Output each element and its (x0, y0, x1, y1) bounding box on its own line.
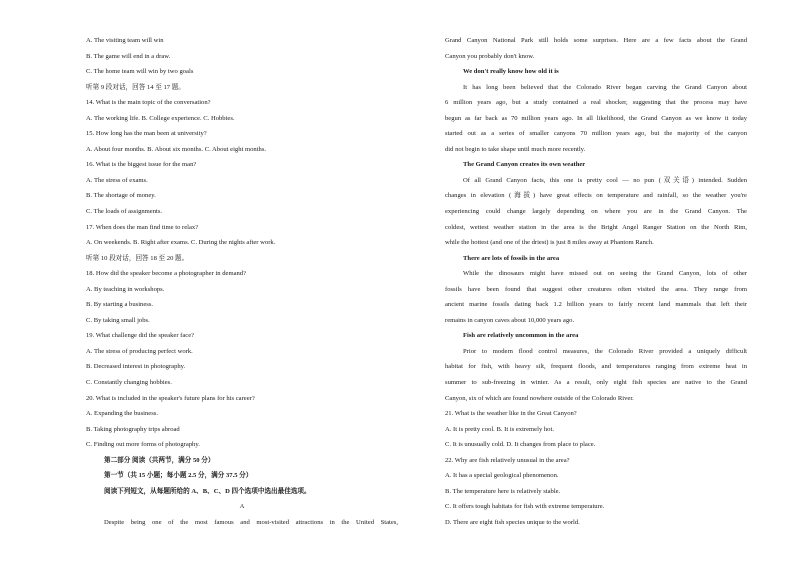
right-text-line: A. It has a special geological phenomenon. (445, 472, 559, 480)
left-text-line: 第二部分 阅读（共两节，满分 50 分） (104, 456, 215, 464)
right-text-line: 21. What is the weather like in the Great Canyon? (445, 410, 577, 418)
right-text-line: experiencing could change largely depending on where you are in the Grand Canyon. The (445, 208, 747, 216)
left-text-line: C. The loads of assignments. (86, 208, 163, 216)
right-text-line: ancient marine fossils dating back 1.2 billion years to fairly recent land mammals that left their (445, 301, 747, 309)
right-text-line: Canyon you probably don't know. (445, 52, 535, 60)
left-text-line: B. The game will end in a draw. (86, 52, 171, 60)
left-text-line: C. By taking small jobs. (86, 316, 150, 324)
right-text-line: The Grand Canyon creates its own weather (463, 161, 586, 169)
left-text-line: B. The shortage of money. (86, 192, 156, 200)
left-text-line: 16. What is the biggest issue for the man? (86, 161, 197, 169)
left-text-line: A. The visiting team will win (86, 37, 164, 44)
right-text-line: We don't really know how old it is (463, 68, 559, 76)
left-text-line: A. On weekends. B. Right after exams. C. During the nights after work. (86, 239, 276, 247)
right-text-line: summer to sub-freezing in winter. As a result, only eight fish species are native to the Grand (445, 379, 747, 387)
left-text-line: 20. What is included in the speaker's future plans for his career? (86, 394, 255, 402)
left-text-line: A. The working life. B. College experience. C. Hobbies. (86, 114, 235, 122)
left-text-line: C. Finding out more forms of photography. (86, 441, 200, 449)
right-text-line: A. It is pretty cool. B. It is extremely hot. (445, 425, 554, 433)
right-text-line: begun as far back as 70 million years ago. In all likelihood, the Grand Canyon as we know it today (445, 114, 747, 122)
right-text-line: while the hottest (and one of the driest) is just 8 miles away at Phantom Ranch. (445, 239, 654, 247)
right-text-line: D. There are eight fish species unique to the world. (445, 518, 580, 526)
left-text-line: 17. When does the man find time to relax? (86, 223, 199, 231)
left-text-line: A. By teaching in workshops. (86, 285, 165, 293)
right-text-line: habitat for fish, with heavy silt, frequent floods, and temperatures ranging from extreme heat in (445, 363, 747, 371)
left-text-line: A. The stress of exams. (86, 176, 148, 184)
right-text-line: Prior to modern flood control measures, the Colorado River provided a uniquely difficult (463, 347, 747, 355)
left-text-line: B. Taking photography trips abroad (86, 425, 180, 433)
left-text-line: 第一节（共 15 小题；每小题 2.5 分，满分 37.5 分） (104, 472, 253, 480)
right-text-line: Of all Grand Canyon facts, this one is pretty cool — no pun (双关语) intended. Sudden (463, 176, 747, 184)
left-text-line: Despite being one of the most famous and most-visited attractions in the United States, (104, 518, 398, 526)
right-text-line: did not begin to take shape until much more recently. (445, 145, 586, 153)
left-text-line: 18. How did the speaker become a photographer in demand? (86, 270, 247, 278)
right-text-line: 22. Why are fish relatively unusual in the area? (445, 456, 570, 464)
left-text-line: C. The home team will win by two goals (86, 68, 194, 76)
right-column (445, 33, 747, 531)
right-text-line: It has long been believed that the Colorado River began carving the Grand Canyon about (463, 83, 747, 91)
right-text-line: Fish are relatively uncommon in the area (463, 332, 579, 340)
left-text-line: 听第 10 段对话，回答 18 至 20 题。 (86, 254, 189, 262)
right-text-line: remains in canyon caves about 10,000 years ago. (445, 316, 575, 324)
right-text-line: While the dinosaurs might have missed out on seeing the Grand Canyon, lots of other (463, 270, 747, 278)
left-text-line: A. Expanding the business. (86, 410, 158, 418)
left-text-line: 听第 9 段对话，回答 14 至 17 题。 (86, 83, 185, 91)
right-text-line: B. The temperature here is relatively stable. (445, 487, 561, 495)
right-text-line: Canyon, six of which are found nowhere outside of the Colorado River. (445, 394, 634, 402)
right-text-line: 6 million years ago, but a study contained a real shocker, suggesting that the process may have (445, 99, 747, 107)
left-text-line: A. The stress of producing perfect work. (86, 347, 193, 355)
left-text-line: 19. What challenge did the speaker face? (86, 332, 195, 340)
right-text-line: C. It is unusually cold. D. It changes from place to place. (445, 441, 596, 449)
left-text-line: 15. How long has the man been at university? (86, 130, 207, 138)
left-text-line: 14. What is the main topic of the conversation? (86, 99, 211, 107)
right-text-line: Grand Canyon National Park still holds some surprises. Here are a few facts about the Grand (445, 37, 747, 44)
right-text-line: coldest, wettest weather station in the area is the Bright Angel Ranger Station on the North Rim, (445, 223, 747, 231)
left-column (86, 33, 398, 531)
left-text-line: B. Decreased interest in photography. (86, 363, 186, 371)
left-text-line: A. About four months. B. About six months. C. About eight months. (86, 145, 267, 153)
right-text-line: changes in elevation (海拔) have great effects on temperature and rainfall, so the weather you're (445, 192, 747, 200)
left-text-line: 阅读下列短文，从每题所给的 A、B、C、D 四个选项中选出最佳选项。 (104, 487, 311, 495)
right-text-line: C. It offers tough habitats for fish with extreme temperature. (445, 503, 605, 511)
right-text-line: started out as a series of smaller canyons 70 million years ago, but the majority of the canyon (445, 130, 747, 138)
left-text-line: A (239, 503, 245, 511)
right-text-line: fossils have been found that suggest other creatures often visited the area. They range from (445, 285, 747, 293)
right-text-line: There are lots of fossils in the area (463, 254, 560, 262)
left-text-line: B. By starting a business. (86, 301, 154, 309)
left-text-line: C. Constantly changing hobbies. (86, 379, 172, 387)
